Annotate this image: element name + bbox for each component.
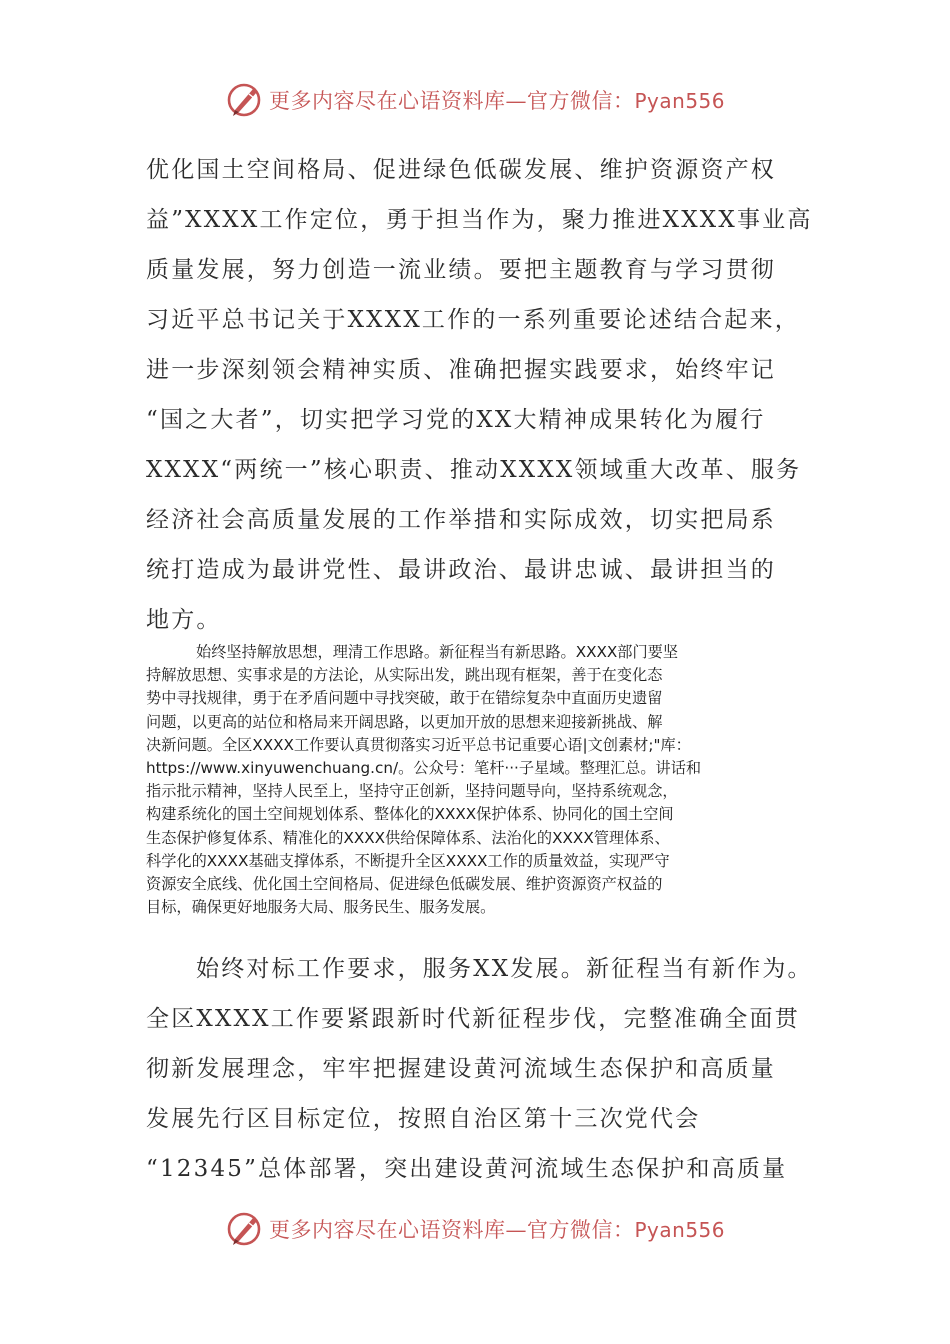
header-banner [0,78,950,122]
text-line: “12345”总体部署，突出建设黄河流域生态保护和高质量 [146,1156,788,1182]
text-line: 地方。 [146,607,222,633]
text-line: 习近平总书记关于XXXX工作的一系列重要论述结合起来， [146,307,800,333]
paragraph-3 [146,944,813,1194]
brush-pen-logo-icon [225,80,265,120]
text-line: 彻新发展理念，牢牢把握建设黄河流域生态保护和高质量 [146,1056,776,1082]
text-line: “国之大者”，切实把学习党的XX大精神成果转化为履行 [146,407,766,433]
footer-banner-text: 更多内容尽在心语资料库—官方微信：Pyan556 [268,1218,725,1242]
text-line: 优化国土空间格局、促进绿色低碳发展、维护资源资产权 [146,157,776,183]
text-line: 全区XXXX工作要紧跟新时代新征程步伐，完整准确全面贯 [146,1006,800,1032]
footer-banner [0,1207,950,1251]
text-line: XXXX“两统一”核心职责、推动XXXX领域重大改革、服务 [146,457,802,483]
paragraph-1 [146,145,813,645]
text-line: 资源安全底线、优化国土空间格局、促进绿色低碳发展、维护资源资产权益的 [146,875,663,894]
text-line: 统打造成为最讲党性、最讲政治、最讲忠诚、最讲担当的 [146,557,776,583]
text-line: 进一步深刻领会精神实质、准确把握实践要求，始终牢记 [146,357,776,383]
text-line: 目标，确保更好地服务大局、服务民生、服务发展。 [146,898,496,917]
text-line: 决新问题。全区XXXX工作要认真贯彻落实习近平总书记重要心语|文创素材;"库： [146,735,691,754]
text-line: 科学化的XXXX基础支撑体系，不断提升全区XXXX工作的质量效益，实现严守 [146,851,670,870]
text-line: 指示批示精神，坚持人民至上，坚持守正创新，坚持问题导向，坚持系统观念， [146,782,678,801]
text-line: 始终坚持解放思想，理清工作思路。新征程当有新思路。XXXX部门要坚 [196,643,679,661]
text-line: 构建系统化的国土空间规划体系、整体化的XXXX保护体系、协同化的国土空间 [146,805,674,824]
text-line: 益”XXXX工作定位，勇于担当作为，聚力推进XXXX事业高 [146,207,813,233]
text-line: 问题，以更高的站位和格局来开阔思路，以更加开放的思想来迎接新挑战、解 [146,712,663,731]
paragraph-2 [146,641,806,919]
text-line: 经济社会高质量发展的工作举措和实际成效，切实把局系 [146,507,776,533]
header-banner-text: 更多内容尽在心语资料库—官方微信：Pyan556 [268,89,725,113]
text-line: 始终对标工作要求，服务XX发展。新征程当有新作为。 [196,956,813,982]
text-line: 生态保护修复体系、精准化的XXXX供给保障体系、法治化的XXXX管理体系、 [146,828,670,847]
text-line: 发展先行区目标定位，按照自治区第十三次党代会 [146,1106,701,1132]
text-line: https://www.xinyuwenchuang.cn/。公众号：笔杆···子星域。整理汇总。讲话和 [146,759,702,778]
text-line: 势中寻找规律，勇于在矛盾问题中寻找突破，敢于在错综复杂中直面历史遗留 [146,689,663,708]
text-line: 持解放思想、实事求是的方法论，从实际出发，跳出现有框架，善于在变化态 [146,666,663,685]
text-line: 质量发展，努力创造一流业绩。要把主题教育与学习贯彻 [146,257,776,283]
brush-pen-logo-icon [225,1209,265,1249]
